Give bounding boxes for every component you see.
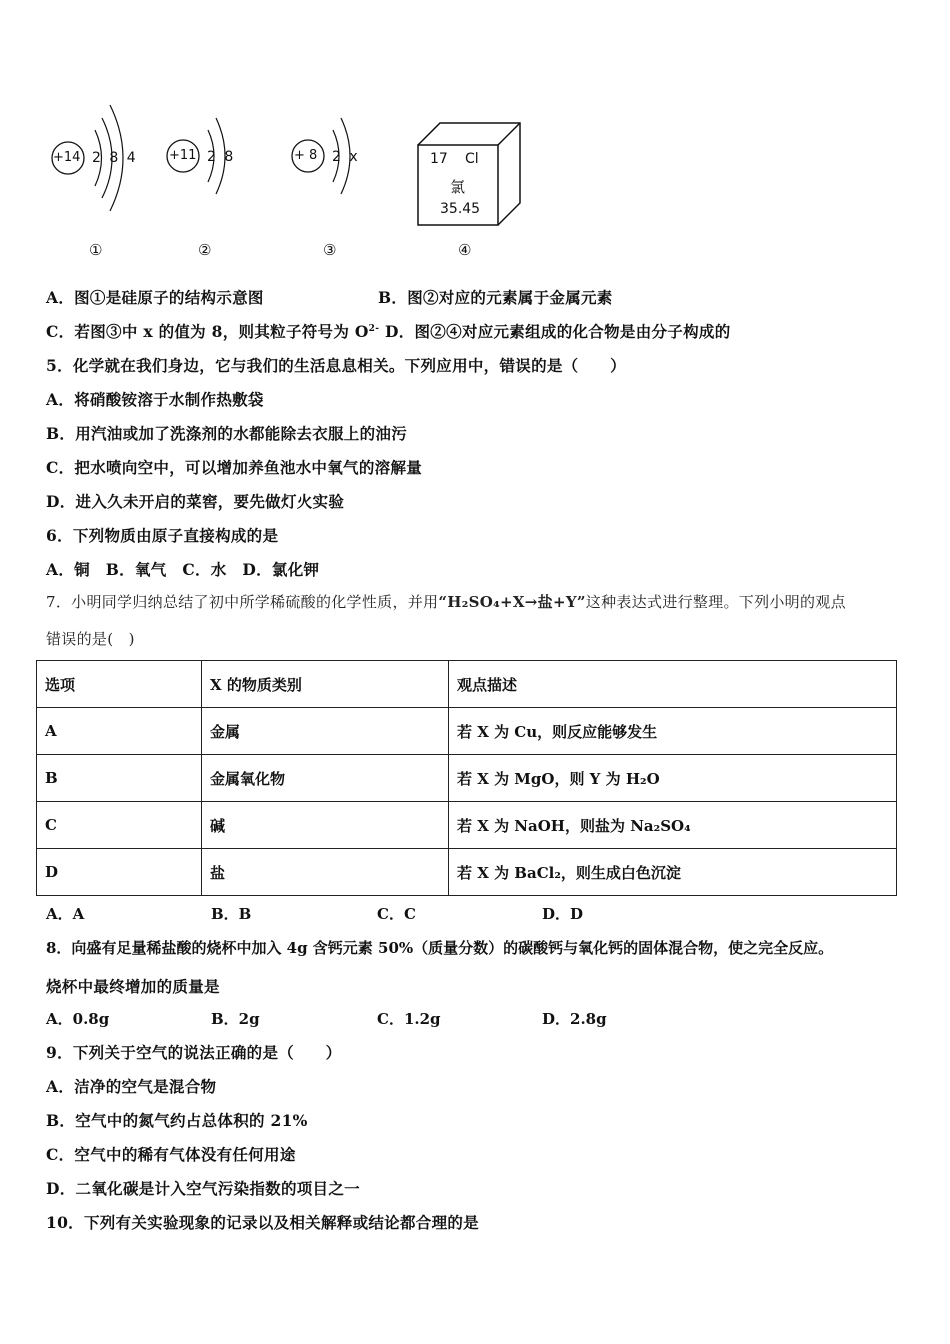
q9-option-b: B．空气中的氮气约占总体积的 21% (46, 1111, 308, 1130)
table-cell: 若 X 为 Cu，则反应能够发生 (449, 708, 897, 755)
q8-stem-line2: 烧杯中最终增加的质量是 (46, 977, 220, 996)
figure-svg (40, 95, 560, 270)
element-number: 17 (430, 151, 448, 167)
atom-1-shells: 2 8 4 (92, 150, 138, 166)
element-name: 氯 (450, 178, 466, 196)
q4-option-c-charge: 2- (368, 323, 380, 334)
element-symbol: Cl (465, 151, 479, 167)
q8-answer-d: D．2.8g (542, 1010, 607, 1028)
atomic-structure-figure (40, 95, 560, 270)
q8-answer-b: B．2g (211, 1010, 260, 1028)
table-cell: 金属 (202, 708, 449, 755)
q7-stem-line2: 错误的是( ) (46, 630, 135, 648)
table-row (37, 755, 897, 802)
q5-stem: 5．化学就在我们身边，它与我们的生活息息相关。下列应用中，错误的是（ ） (46, 356, 626, 375)
q9-option-a: A．洁净的空气是混合物 (46, 1077, 217, 1096)
atom-1-nucleus: +14 (53, 150, 81, 165)
q9-option-d: D．二氧化碳是计入空气污染指数的项目之一 (46, 1179, 360, 1198)
q9-stem: 9．下列关于空气的说法正确的是（ ） (46, 1043, 342, 1062)
table-header-cell: 选项 (37, 661, 202, 708)
table-cell: 盐 (202, 849, 449, 896)
table-cell: 若 X 为 MgO，则 Y 为 H₂O (449, 755, 897, 802)
table-header-cell: 观点描述 (449, 661, 897, 708)
figure-label-2: ② (198, 241, 212, 259)
q8-answer-a: A．0.8g (46, 1010, 110, 1028)
atom-2-nucleus: +11 (169, 148, 197, 163)
figure-label-1: ① (89, 241, 103, 259)
table-cell: 金属氧化物 (202, 755, 449, 802)
q7-stem-formula: “H₂SO₄+X→盐+Y” (438, 593, 586, 611)
q7-table (36, 660, 897, 896)
q4-option-c: C．若图③中 x 的值为 8，则其粒子符号为 O (46, 322, 369, 341)
figure-label-3: ③ (323, 241, 337, 259)
q9-option-c: C．空气中的稀有气体没有任何用途 (46, 1145, 296, 1164)
atom-3-nucleus: + 8 (294, 148, 318, 163)
element-mass: 35.45 (440, 201, 481, 217)
q7-stem-post: 这种表达式进行整理。下列小明的观点 (585, 593, 846, 611)
q8-stem-line1: 8．向盛有足量稀盐酸的烧杯中加入 4g 含钙元素 50%（质量分数）的碳酸钙与氧化钙的固体混合物，使之完全反应。 (46, 939, 834, 957)
q8-answer-c: C．1.2g (377, 1010, 441, 1028)
table-cell: A (37, 708, 202, 755)
q7-answer-b: B．B (211, 905, 252, 923)
table-cell: B (37, 755, 202, 802)
q5-option-a: A．将硝酸铵溶于水制作热敷袋 (46, 390, 264, 409)
atom-3-shells: 2 x (332, 149, 360, 165)
q5-option-c: C．把水喷向空中，可以增加养鱼池水中氧气的溶解量 (46, 458, 423, 477)
table-row (37, 802, 897, 849)
q7-stem-line1 (46, 591, 846, 612)
figure-label-4: ④ (458, 241, 472, 259)
q6-options: A．铜 B．氧气 C．水 D．氯化钾 (46, 560, 320, 579)
q4-option-d: D．图②④对应元素组成的化合物是由分子构成的 (379, 322, 731, 341)
q4-option-a: A．图①是硅原子的结构示意图 (46, 288, 264, 307)
table-header-cell: X 的物质类别 (202, 661, 449, 708)
table-cell: D (37, 849, 202, 896)
atom-2-shells: 2 8 (207, 149, 236, 165)
table-cell: 若 X 为 BaCl₂，则生成白色沉淀 (449, 849, 897, 896)
q4-options-cd (46, 320, 731, 342)
q10-stem: 10．下列有关实验现象的记录以及相关解释或结论都合理的是 (46, 1213, 479, 1232)
table-cell: 碱 (202, 802, 449, 849)
q4-option-b: B．图②对应的元素属于金属元素 (378, 288, 613, 307)
q7-stem-pre: 7．小明同学归纳总结了初中所学稀硫酸的化学性质，并用 (46, 593, 439, 611)
q7-answer-c: C．C (377, 905, 416, 923)
table-header-row (37, 661, 897, 708)
q7-answer-a: A．A (46, 905, 85, 923)
q7-answer-d: D．D (542, 905, 584, 923)
q5-option-d: D．进入久未开启的菜窖，要先做灯火实验 (46, 492, 345, 511)
table-cell: 若 X 为 NaOH，则盐为 Na₂SO₄ (449, 802, 897, 849)
q5-option-b: B．用汽油或加了洗涤剂的水都能除去衣服上的油污 (46, 424, 408, 443)
q6-stem: 6．下列物质由原子直接构成的是 (46, 526, 279, 545)
table-row (37, 708, 897, 755)
table-cell: C (37, 802, 202, 849)
table-row (37, 849, 897, 896)
